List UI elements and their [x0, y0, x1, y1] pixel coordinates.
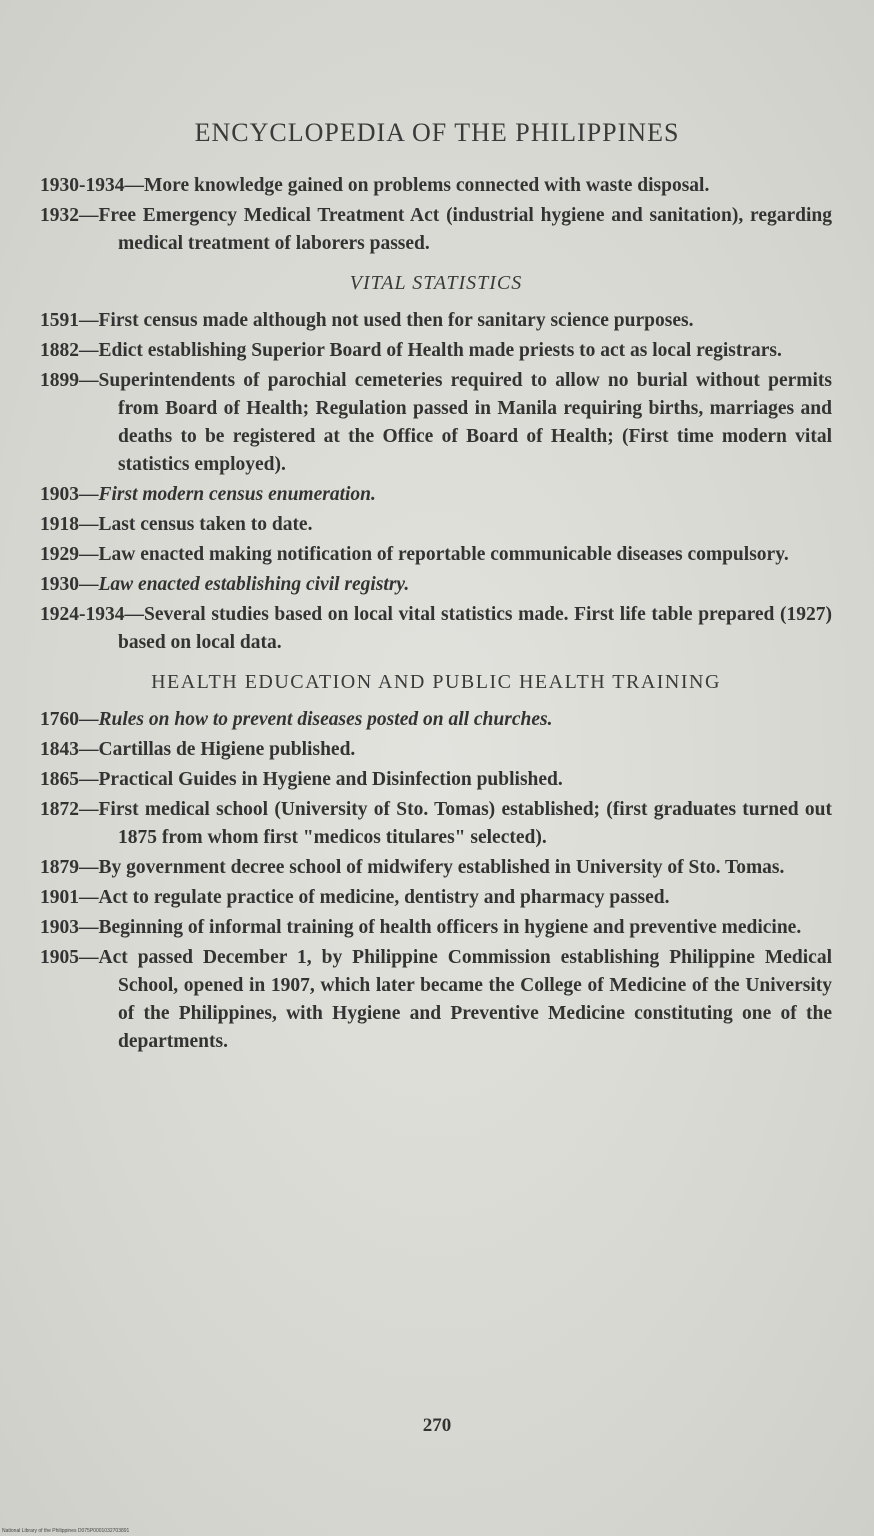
- entry-text: Edict establishing Superior Board of Health made priests to act as local registrars.: [98, 340, 782, 361]
- timeline-entry: [40, 854, 832, 882]
- entry-date: 1918—: [40, 514, 99, 535]
- entry-text: First census made although not used then for sanitary science purposes.: [98, 310, 694, 331]
- timeline-entry: [40, 914, 832, 942]
- entry-text: Several studies based on local vital statistics made. First life table prepared (1927) based on local data.: [118, 604, 832, 653]
- timeline-entry: [40, 307, 832, 335]
- entry-date: 1882—: [40, 340, 99, 361]
- timeline-entry: [40, 571, 832, 599]
- entry-text: Act to regulate practice of medicine, dentistry and pharmacy passed.: [98, 887, 670, 908]
- timeline-entry: [40, 944, 832, 1056]
- entry-text: Superintendents of parochial cemeteries required to allow no burial without permits from Board of Health; Regulation passed in Manila requiring births, marriages and deaths to be registered at the Office of Board of Health; (First time modern vital statistics employed).: [98, 370, 832, 475]
- timeline-entry: [40, 736, 832, 764]
- entry-date: 1929—: [40, 544, 99, 565]
- entry-date: 1843—: [40, 739, 99, 760]
- health-education-entries: [40, 706, 832, 1056]
- entry-text: Free Emergency Medical Treatment Act (industrial hygiene and sanitation), regarding medical treatment of laborers passed.: [98, 205, 832, 254]
- timeline-entry: [40, 541, 832, 569]
- entry-date: 1924-1934—: [40, 604, 144, 625]
- timeline-entry: [40, 766, 832, 794]
- entry-date: 1930-1934—: [40, 175, 144, 196]
- entry-date: 1760—: [40, 709, 99, 730]
- vital-statistics-entries: [40, 307, 832, 657]
- entry-date: 1865—: [40, 769, 99, 790]
- timeline-entry: [40, 172, 832, 200]
- entry-text: Beginning of informal training of health officers in hygiene and preventive medicine.: [98, 917, 802, 938]
- entry-date: 1932—: [40, 205, 99, 226]
- entry-text: Act passed December 1, by Philippine Commission establishing Philippine Medical School, opened in 1907, which later became the College of Medicine of the University of the Philippines, with Hygiene and Preventive Medicine constituting one of the departments.: [98, 947, 832, 1052]
- entry-date: 1901—: [40, 887, 99, 908]
- entry-text: Law enacted establishing civil registry.: [98, 574, 410, 595]
- section-title-health-education: HEALTH EDUCATION AND PUBLIC HEALTH TRAINING: [151, 671, 721, 693]
- entry-text: First modern census enumeration.: [98, 484, 376, 505]
- entry-date: 1930—: [40, 574, 99, 595]
- entry-text: Rules on how to prevent diseases posted on all churches.: [98, 709, 553, 730]
- entry-text: Practical Guides in Hygiene and Disinfection published.: [98, 769, 563, 790]
- section-title-vital-statistics: VITAL STATISTICS: [349, 272, 523, 294]
- timeline-entry: [40, 884, 832, 912]
- page-number: 270: [422, 1415, 452, 1436]
- footer-credit: National Library of the Philippines D075P0001032703891: [2, 1528, 130, 1534]
- entry-date: 1872—: [40, 799, 99, 820]
- entry-text: Cartillas de Higiene published.: [98, 739, 356, 760]
- timeline-entry: [40, 367, 832, 479]
- entry-text: Law enacted making notification of reportable communicable diseases compulsory.: [98, 544, 789, 565]
- entry-date: 1903—: [40, 917, 99, 938]
- entry-text: More knowledge gained on problems connected with waste disposal.: [144, 175, 710, 196]
- timeline-entry: [40, 796, 832, 852]
- running-head: ENCYCLOPEDIA OF THE PHILIPPINES: [194, 118, 680, 147]
- entry-date: 1905—: [40, 947, 99, 968]
- timeline-entry: [40, 706, 832, 734]
- timeline-entry: [40, 202, 832, 258]
- timeline-entry: [40, 481, 832, 509]
- entry-text: First medical school (University of Sto. Tomas) established; (first graduates turned out 1875 from whom first "medicos titulares" selected).: [98, 799, 832, 848]
- timeline-entry: [40, 337, 832, 365]
- entry-text: By government decree school of midwifery established in University of Sto. Tomas.: [98, 857, 785, 878]
- entry-date: 1879—: [40, 857, 99, 878]
- entry-text: Last census taken to date.: [98, 514, 313, 535]
- entry-date: 1899—: [40, 370, 99, 391]
- entry-date: 1591—: [40, 310, 99, 331]
- timeline-entry: [40, 601, 832, 657]
- timeline-entry: [40, 511, 832, 539]
- entry-date: 1903—: [40, 484, 99, 505]
- page-content: [40, 172, 832, 1058]
- intro-entries: [40, 172, 832, 258]
